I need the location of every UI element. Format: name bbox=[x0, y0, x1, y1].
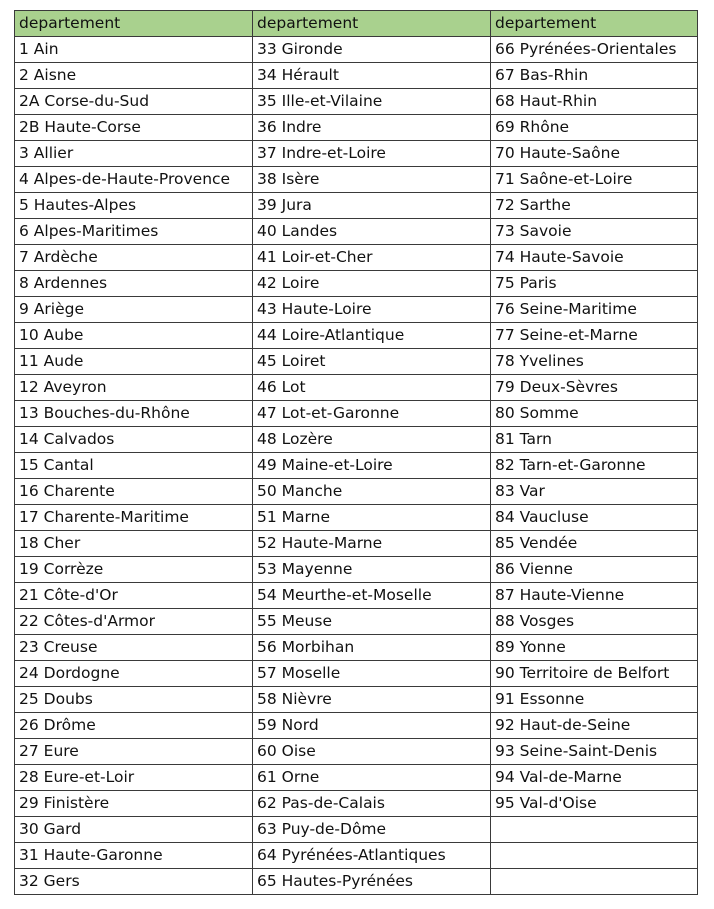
table-cell: 16 Charente bbox=[15, 479, 253, 505]
table-cell: 78 Yvelines bbox=[491, 349, 698, 375]
table-cell: 7 Ardèche bbox=[15, 245, 253, 271]
table-cell: 60 Oise bbox=[253, 739, 491, 765]
table-row bbox=[15, 505, 698, 531]
table-cell: 26 Drôme bbox=[15, 713, 253, 739]
table-cell: 44 Loire-Atlantique bbox=[253, 323, 491, 349]
table-row bbox=[15, 739, 698, 765]
table-cell: 81 Tarn bbox=[491, 427, 698, 453]
table-cell: 15 Cantal bbox=[15, 453, 253, 479]
table-cell: 42 Loire bbox=[253, 271, 491, 297]
table-row bbox=[15, 193, 698, 219]
table-row bbox=[15, 713, 698, 739]
table-row bbox=[15, 869, 698, 895]
table-cell: 2 Aisne bbox=[15, 63, 253, 89]
departements-table bbox=[14, 10, 698, 895]
table-cell: 73 Savoie bbox=[491, 219, 698, 245]
table-cell: 74 Haute-Savoie bbox=[491, 245, 698, 271]
table-cell: 33 Gironde bbox=[253, 37, 491, 63]
table-cell: 95 Val-d'Oise bbox=[491, 791, 698, 817]
table-cell: 10 Aube bbox=[15, 323, 253, 349]
table-cell: 63 Puy-de-Dôme bbox=[253, 817, 491, 843]
table-cell: 50 Manche bbox=[253, 479, 491, 505]
table-cell bbox=[491, 817, 698, 843]
table-cell: 17 Charente-Maritime bbox=[15, 505, 253, 531]
column-header: departement bbox=[491, 11, 698, 37]
table-cell: 70 Haute-Saône bbox=[491, 141, 698, 167]
table-cell: 30 Gard bbox=[15, 817, 253, 843]
table-row bbox=[15, 427, 698, 453]
table-cell: 6 Alpes-Maritimes bbox=[15, 219, 253, 245]
table-row bbox=[15, 765, 698, 791]
table-row bbox=[15, 115, 698, 141]
table-row bbox=[15, 817, 698, 843]
table-cell: 23 Creuse bbox=[15, 635, 253, 661]
table-cell: 8 Ardennes bbox=[15, 271, 253, 297]
table-row bbox=[15, 791, 698, 817]
table-cell: 38 Isère bbox=[253, 167, 491, 193]
column-header: departement bbox=[253, 11, 491, 37]
table-cell: 77 Seine-et-Marne bbox=[491, 323, 698, 349]
table-row bbox=[15, 479, 698, 505]
table-cell: 28 Eure-et-Loir bbox=[15, 765, 253, 791]
table-cell: 47 Lot-et-Garonne bbox=[253, 401, 491, 427]
header-row bbox=[15, 11, 698, 37]
table-cell: 57 Moselle bbox=[253, 661, 491, 687]
table-row bbox=[15, 89, 698, 115]
table-cell: 56 Morbihan bbox=[253, 635, 491, 661]
table-row bbox=[15, 375, 698, 401]
table-cell: 31 Haute-Garonne bbox=[15, 843, 253, 869]
table-cell: 92 Haut-de-Seine bbox=[491, 713, 698, 739]
table-cell: 85 Vendée bbox=[491, 531, 698, 557]
table-cell: 90 Territoire de Belfort bbox=[491, 661, 698, 687]
table-row bbox=[15, 453, 698, 479]
table-body bbox=[15, 37, 698, 895]
table-cell: 37 Indre-et-Loire bbox=[253, 141, 491, 167]
table-cell: 87 Haute-Vienne bbox=[491, 583, 698, 609]
table-cell: 88 Vosges bbox=[491, 609, 698, 635]
table-cell: 41 Loir-et-Cher bbox=[253, 245, 491, 271]
table-row bbox=[15, 401, 698, 427]
table-cell: 29 Finistère bbox=[15, 791, 253, 817]
table-cell: 14 Calvados bbox=[15, 427, 253, 453]
table-cell: 71 Saône-et-Loire bbox=[491, 167, 698, 193]
table-cell: 80 Somme bbox=[491, 401, 698, 427]
table-cell: 65 Hautes-Pyrénées bbox=[253, 869, 491, 895]
table-cell: 52 Haute-Marne bbox=[253, 531, 491, 557]
table-cell: 27 Eure bbox=[15, 739, 253, 765]
table-cell: 86 Vienne bbox=[491, 557, 698, 583]
table-cell: 5 Hautes-Alpes bbox=[15, 193, 253, 219]
table-cell: 9 Ariège bbox=[15, 297, 253, 323]
table-row bbox=[15, 37, 698, 63]
table-cell: 79 Deux-Sèvres bbox=[491, 375, 698, 401]
table-cell: 53 Mayenne bbox=[253, 557, 491, 583]
table-cell: 25 Doubs bbox=[15, 687, 253, 713]
table-cell: 94 Val-de-Marne bbox=[491, 765, 698, 791]
table-cell: 82 Tarn-et-Garonne bbox=[491, 453, 698, 479]
table-cell bbox=[491, 869, 698, 895]
table-row bbox=[15, 583, 698, 609]
table-row bbox=[15, 635, 698, 661]
table-cell: 54 Meurthe-et-Moselle bbox=[253, 583, 491, 609]
table-cell: 64 Pyrénées-Atlantiques bbox=[253, 843, 491, 869]
table-cell: 13 Bouches-du-Rhône bbox=[15, 401, 253, 427]
table-cell: 89 Yonne bbox=[491, 635, 698, 661]
table-cell: 12 Aveyron bbox=[15, 375, 253, 401]
table-cell: 84 Vaucluse bbox=[491, 505, 698, 531]
table-cell: 22 Côtes-d'Armor bbox=[15, 609, 253, 635]
table-cell: 46 Lot bbox=[253, 375, 491, 401]
table-cell: 39 Jura bbox=[253, 193, 491, 219]
table-cell: 2B Haute-Corse bbox=[15, 115, 253, 141]
table-cell: 32 Gers bbox=[15, 869, 253, 895]
table-cell bbox=[491, 843, 698, 869]
table-row bbox=[15, 63, 698, 89]
table-cell: 61 Orne bbox=[253, 765, 491, 791]
table-cell: 19 Corrèze bbox=[15, 557, 253, 583]
table-cell: 93 Seine-Saint-Denis bbox=[491, 739, 698, 765]
table-row bbox=[15, 557, 698, 583]
table-cell: 34 Hérault bbox=[253, 63, 491, 89]
table-cell: 76 Seine-Maritime bbox=[491, 297, 698, 323]
table-cell: 91 Essonne bbox=[491, 687, 698, 713]
table-row bbox=[15, 531, 698, 557]
table-row bbox=[15, 609, 698, 635]
table-cell: 58 Nièvre bbox=[253, 687, 491, 713]
table-cell: 45 Loiret bbox=[253, 349, 491, 375]
table-cell: 67 Bas-Rhin bbox=[491, 63, 698, 89]
table-cell: 59 Nord bbox=[253, 713, 491, 739]
table-cell: 21 Côte-d'Or bbox=[15, 583, 253, 609]
table-cell: 1 Ain bbox=[15, 37, 253, 63]
table-cell: 11 Aude bbox=[15, 349, 253, 375]
table-row bbox=[15, 141, 698, 167]
column-header: departement bbox=[15, 11, 253, 37]
table-cell: 24 Dordogne bbox=[15, 661, 253, 687]
table-cell: 55 Meuse bbox=[253, 609, 491, 635]
table-cell: 51 Marne bbox=[253, 505, 491, 531]
table-row bbox=[15, 245, 698, 271]
table-cell: 18 Cher bbox=[15, 531, 253, 557]
table-row bbox=[15, 687, 698, 713]
table-cell: 66 Pyrénées-Orientales bbox=[491, 37, 698, 63]
table-cell: 2A Corse-du-Sud bbox=[15, 89, 253, 115]
table-cell: 48 Lozère bbox=[253, 427, 491, 453]
table-row bbox=[15, 323, 698, 349]
table-cell: 40 Landes bbox=[253, 219, 491, 245]
table-row bbox=[15, 219, 698, 245]
table-row bbox=[15, 167, 698, 193]
table-cell: 69 Rhône bbox=[491, 115, 698, 141]
table-row bbox=[15, 349, 698, 375]
table-cell: 68 Haut-Rhin bbox=[491, 89, 698, 115]
table-row bbox=[15, 843, 698, 869]
table-cell: 62 Pas-de-Calais bbox=[253, 791, 491, 817]
table-row bbox=[15, 661, 698, 687]
table-cell: 3 Allier bbox=[15, 141, 253, 167]
table-cell: 35 Ille-et-Vilaine bbox=[253, 89, 491, 115]
table-cell: 72 Sarthe bbox=[491, 193, 698, 219]
table-cell: 75 Paris bbox=[491, 271, 698, 297]
table-cell: 43 Haute-Loire bbox=[253, 297, 491, 323]
table-cell: 83 Var bbox=[491, 479, 698, 505]
table-row bbox=[15, 297, 698, 323]
table-cell: 36 Indre bbox=[253, 115, 491, 141]
table-cell: 4 Alpes-de-Haute-Provence bbox=[15, 167, 253, 193]
table-header bbox=[15, 11, 698, 37]
table-cell: 49 Maine-et-Loire bbox=[253, 453, 491, 479]
table-row bbox=[15, 271, 698, 297]
